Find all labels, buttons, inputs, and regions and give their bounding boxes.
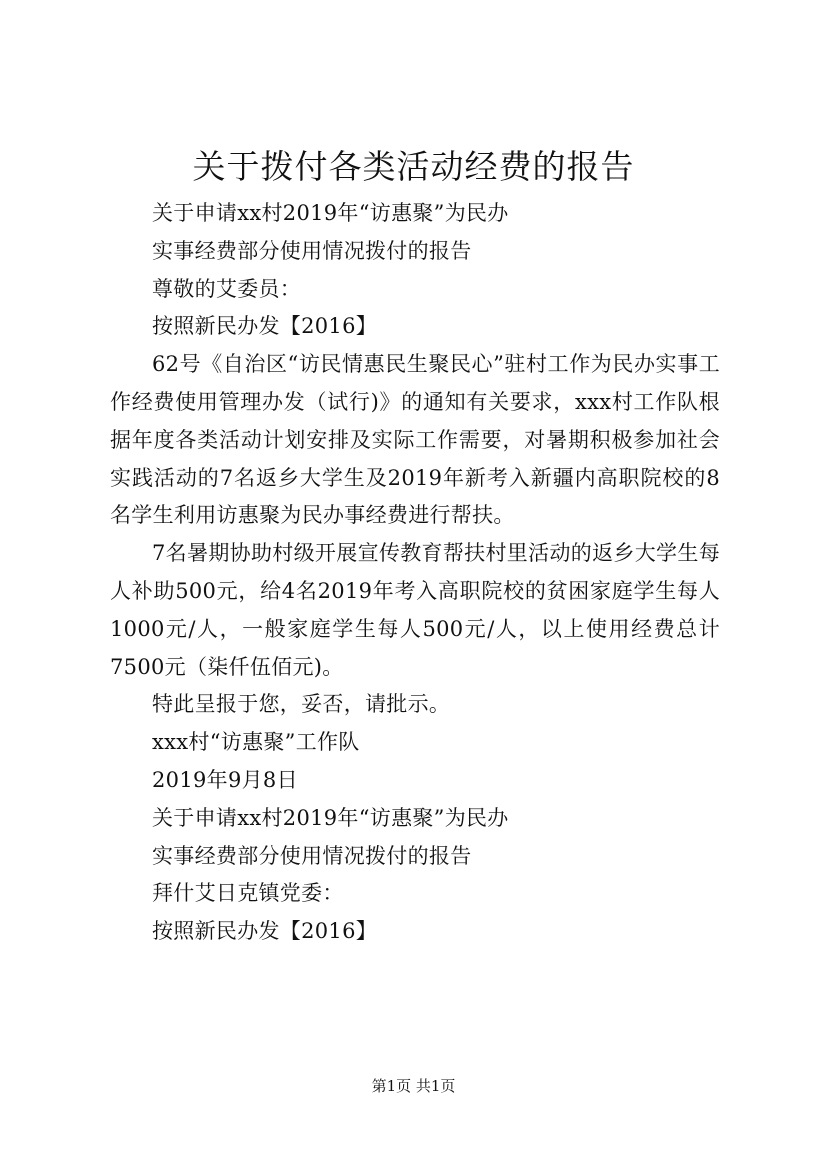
body-line: 按照新民办发【2016】 xyxy=(152,919,378,944)
body-line: 实事经费部分使用情况拨付的报告 xyxy=(152,238,472,263)
paragraph-subsidy: 7名暑期协助村级开展宣传教育帮扶村里活动的返乡大学生每人补助500元，给4名2019年考入高职院校的贫困家庭学生每人1000元/人，一般家庭学生每人500元/人，以上使用经费总计7500元（柒仟伍佰元)。 xyxy=(110,541,720,679)
body-line: 关于申请xx村2019年“访惠聚”为民办 xyxy=(152,805,509,830)
salutation: 拜什艾日克镇党委： xyxy=(152,881,344,906)
date-line: 2019年9月8日 xyxy=(152,767,298,792)
body-line: 关于申请xx村2019年“访惠聚”为民办 xyxy=(152,201,509,225)
salutation: 尊敬的艾委员： xyxy=(152,276,302,301)
body-line: 按照新民办发【2016】 xyxy=(152,314,378,339)
document-body xyxy=(110,195,720,951)
body-line: 实事经费部分使用情况拨付的报告 xyxy=(152,843,472,868)
document-title: 关于拨付各类活动经费的报告 xyxy=(192,147,635,186)
paragraph-notice: 62号《自治区“访民情惠民生聚民心”驻村工作为民办实事工作经费使用管理办发（试行)》的通知有关要求，xxx村工作队根据年度各类活动计划安排及实际工作需要，对暑期积极参加社会实践活动的7名返乡大学生及2019年新考入新疆内高职院校的8名学生利用访惠聚为民办事经费进行帮扶。 xyxy=(110,352,720,528)
closing-line: 特此呈报于您，妥否，请批示。 xyxy=(152,692,451,717)
page-number-footer: 第1页 共1页 xyxy=(371,1077,456,1095)
signature-line: xxx村“访惠聚”工作队 xyxy=(152,730,360,755)
